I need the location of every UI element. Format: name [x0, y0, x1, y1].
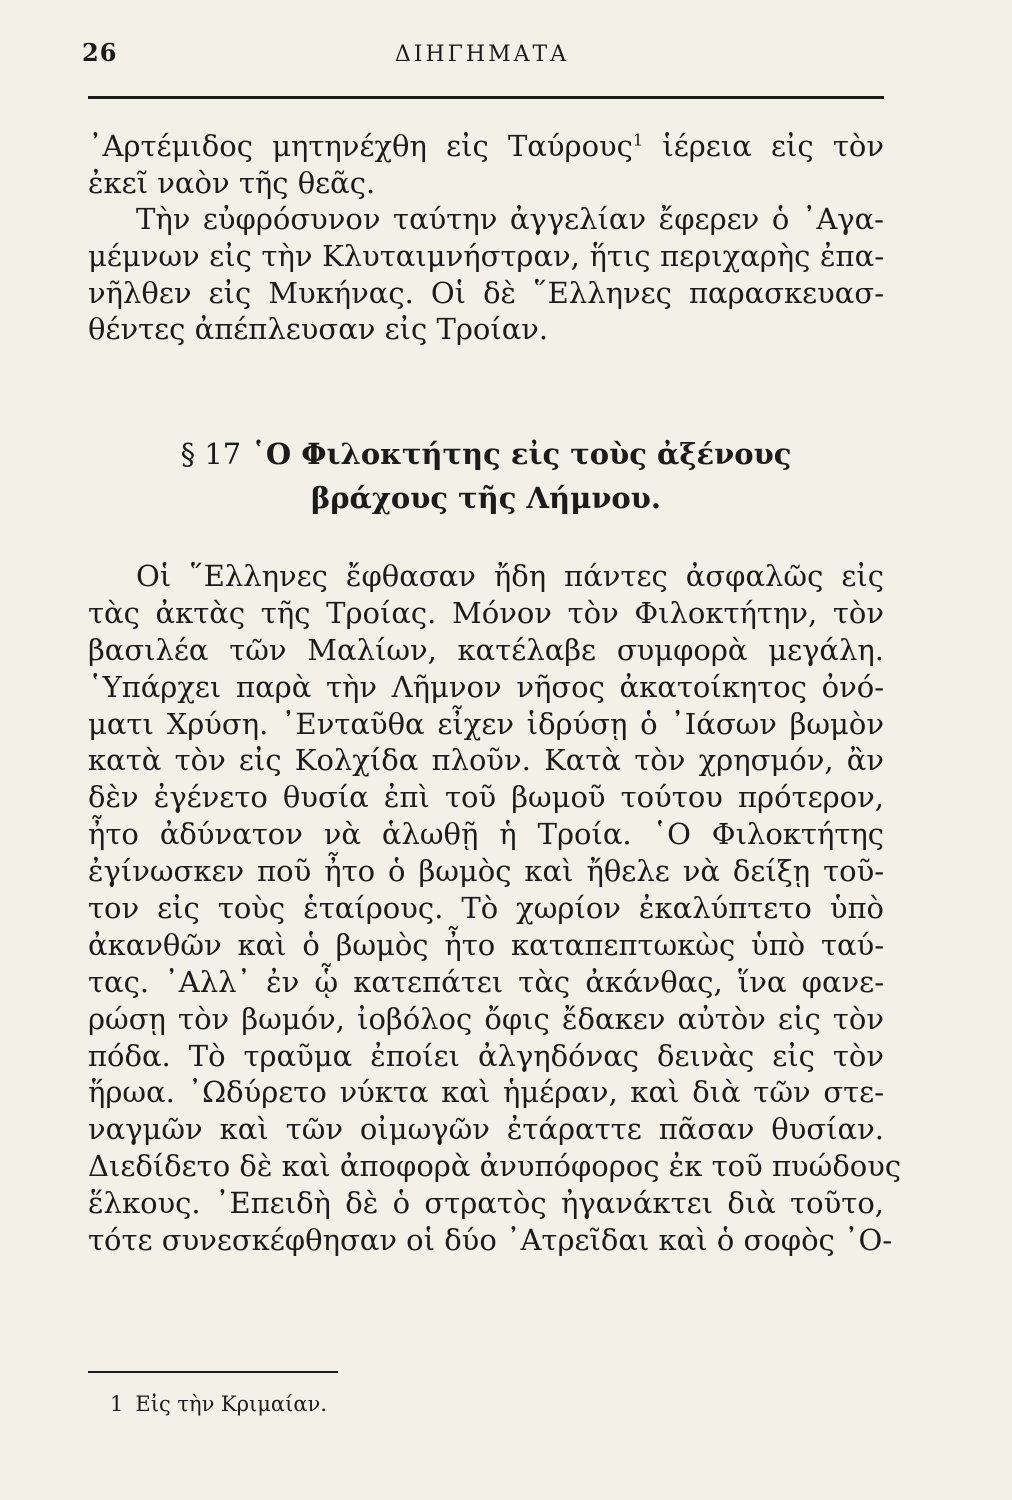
footnote-rule — [88, 1371, 338, 1373]
text-line: βασιλέα τῶν Μαλίων, κατέλαβε συμφορὰ μεγάλη. — [88, 632, 884, 667]
text-line: Διεδίδετο δὲ καὶ ἀποφορὰ ἀνυπόφορος ἐκ τοῦ πυώδους — [88, 1149, 902, 1184]
section-heading-line — [88, 432, 884, 476]
text-segment: ἱέρεια εἰς τὸν — [662, 129, 884, 163]
text-line: ἐγίνωσκεν ποῦ ἦτο ὁ βωμὸς καὶ ἤθελε νὰ δείξῃ τοῦ- — [88, 854, 884, 889]
text-line: ρώσῃ τὸν βωμόν, ἰοβόλος ὄφις ἔδακεν αὐτὸν εἰς τὸν — [88, 1001, 884, 1036]
text-body-main — [88, 558, 902, 1259]
text-segment: ᾿Αρτέμιδος μητηνέχθη εἰς Ταύρους — [88, 129, 633, 163]
text-line: ῾Υπάρχει παρὰ τὴν Λῆμνον νῆσος ἀκατοίκητος ὀνό- — [88, 669, 884, 704]
section-heading — [88, 432, 884, 520]
text-line: τον εἰς τοὺς ἑταίρους. Τὸ χωρίον ἐκαλύπτετο ὑπὸ — [88, 891, 884, 926]
text-line: θέντες ἀπέπλευσαν εἰς Τροίαν. — [88, 312, 549, 347]
text-line: Τὴν εὐφρόσυνον ταύτην ἀγγελίαν ἔφερεν ὁ ᾿Αγα- — [136, 202, 884, 237]
section-number: § 17 — [180, 437, 242, 471]
text-line: τότε συνεσκέφθησαν οἱ δύο ᾿Ατρεῖδαι καὶ ὁ σοφὸς ᾿Ο- — [88, 1223, 893, 1258]
text-line: ἥρωα. ᾿Ωδύρετο νύκτα καὶ ἡμέραν, καὶ διὰ τῶν στε- — [88, 1075, 884, 1110]
section-heading-line: βράχους τῆς Λήμνου. — [311, 481, 661, 515]
text-line: μέμνων εἰς τὴν Κλυταιμνήστραν, ἥτις περιχαρὴς ἐπα- — [88, 239, 884, 274]
text-line: πόδα. Τὸ τραῦμα ἐποίει ἀλγηδόνας δεινὰς εἰς τὸν — [88, 1038, 884, 1073]
header-rule — [88, 96, 884, 99]
text-body-top — [88, 128, 884, 348]
text-line: ἕλκους. ᾿Επειδὴ δὲ ὁ στρατὸς ἠγανάκτει διὰ τοῦτο, — [88, 1186, 884, 1221]
footnote-reference: 1 — [632, 130, 644, 150]
page-header — [82, 38, 882, 78]
text-line: ἀκανθῶν καὶ ὁ βωμὸς ἦτο καταπεπτωκὼς ὑπὸ ταύ- — [88, 927, 884, 962]
text-line: ματι Χρύση. ᾿Ενταῦθα εἶχεν ἱδρύσῃ ὁ ᾿Ιάσων βωμὸν — [88, 706, 884, 741]
footnote-number: 1 — [110, 1392, 124, 1416]
text-line: ἦτο ἀδύνατον νὰ ἁλωθῇ ἡ Τροία. ῾Ο Φιλοκτήτης — [88, 817, 884, 852]
footnote-text: Εἰς τὴν Κριμαίαν. — [135, 1392, 327, 1416]
text-line: δὲν ἐγένετο θυσία ἐπὶ τοῦ βωμοῦ τούτου πρότερον, — [88, 780, 884, 815]
text-line: Οἱ ῞Ελληνες ἔφθασαν ἤδη πάντες ἀσφαλῶς εἰς — [136, 559, 884, 593]
running-title: ΔΙΗΓΗΜΑΤΑ — [394, 42, 570, 67]
text-line: ἐκεῖ ναὸν τῆς θεᾶς. — [88, 165, 376, 200]
text-line — [88, 128, 884, 165]
text-line: κατὰ τὸν εἰς Κολχίδα πλοῦν. Κατὰ τὸν χρησμόν, ἂν — [88, 743, 884, 778]
text-line: τας. ᾿Αλλ᾿ ἐν ᾧ κατεπάτει τὰς ἀκάνθας, ἵνα φανε- — [88, 964, 884, 999]
page-number: 26 — [82, 38, 118, 67]
text-line: τὰς ἀκτὰς τῆς Τροίας. Μόνον τὸν Φιλοκτήτην, τὸν — [88, 595, 884, 630]
section-title-part: ῾Ο Φιλοκτήτης εἰς τοὺς ἀξένους — [251, 437, 792, 471]
text-line: νῆλθεν εἰς Μυκήνας. Οἱ δὲ ῞Ελληνες παρασκευασ- — [88, 275, 884, 310]
footnote — [110, 1392, 327, 1416]
text-line: ναγμῶν καὶ τῶν οἰμωγῶν ἐτάραττε πᾶσαν θυσίαν. — [88, 1112, 884, 1147]
